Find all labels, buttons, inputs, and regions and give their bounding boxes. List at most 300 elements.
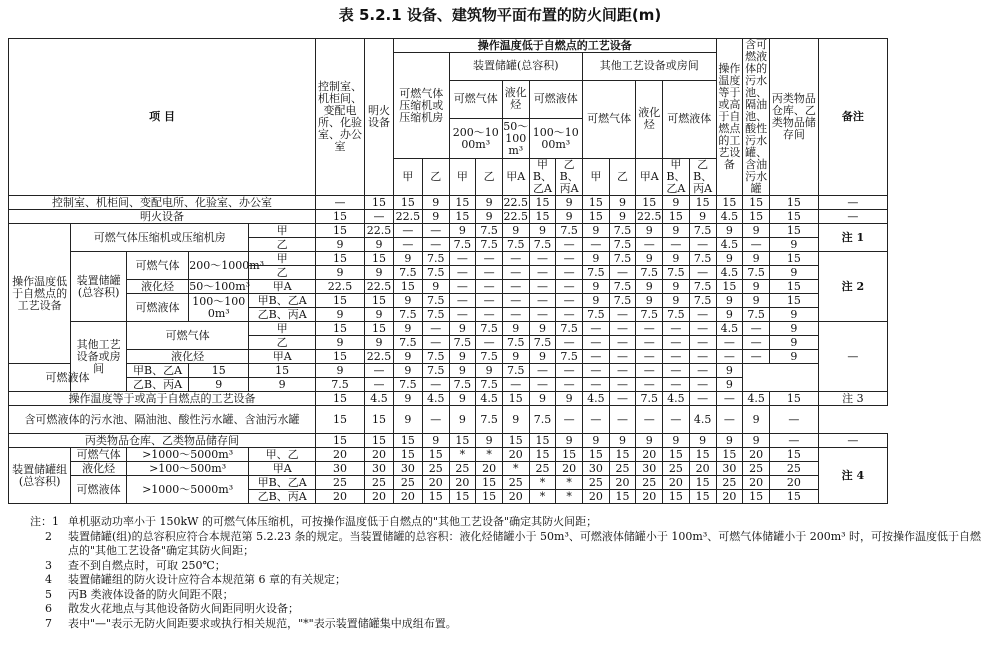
- value-cell: —: [636, 238, 663, 252]
- value-cell: 15: [365, 406, 394, 434]
- value-cell: 15: [743, 196, 770, 210]
- value-cell: 22.5: [503, 195, 529, 209]
- fire-spacing-table: [8, 38, 986, 504]
- value-cell: 15: [556, 448, 583, 462]
- value-cell: 22.5: [365, 224, 394, 238]
- value-cell: 9: [663, 434, 690, 448]
- value-cell: 15: [582, 448, 609, 462]
- value-cell: 7.5: [422, 364, 449, 378]
- value-cell: 9: [636, 252, 663, 266]
- header-other-group: 其他工艺设备或房间: [582, 53, 716, 81]
- row-class: 甲B、乙A: [249, 476, 316, 490]
- value-cell: 15: [365, 252, 394, 266]
- value-cell: 15: [529, 196, 556, 210]
- value-cell: 30: [365, 462, 394, 476]
- value-cell: 15: [529, 448, 556, 462]
- value-cell: 15: [663, 210, 690, 224]
- value-cell: 9: [556, 392, 583, 406]
- value-cell: —: [422, 378, 449, 392]
- value-cell: 9: [449, 392, 476, 406]
- value-cell: 9: [556, 434, 583, 448]
- value-cell: 7.5: [393, 378, 422, 392]
- table-row: [9, 210, 986, 224]
- note-text: 装置储罐组的防火设计应符合本规范第 6 章的有关规定；: [68, 573, 346, 586]
- note-item: [30, 559, 990, 574]
- row-label-control-room: 控制室、机柜间、变配电所、化验室、办公室: [9, 196, 316, 210]
- table-row: [9, 322, 986, 336]
- value-cell: 9: [422, 280, 449, 294]
- value-cell: 9: [743, 224, 770, 238]
- value-cell: 15: [769, 224, 818, 238]
- value-cell: —: [636, 406, 663, 434]
- value-cell: —: [529, 280, 556, 294]
- value-cell: 15: [769, 392, 818, 406]
- value-cell: —: [689, 336, 716, 350]
- note-item: [30, 515, 990, 530]
- value-cell: —: [365, 364, 394, 378]
- value-cell: 15: [582, 210, 609, 224]
- row-class: 甲: [249, 224, 316, 238]
- value-cell: 9: [449, 406, 476, 434]
- value-cell: 7.5: [529, 406, 556, 434]
- value-cell: 9: [716, 252, 743, 266]
- value-cell: 9: [449, 364, 476, 378]
- value-cell: —: [609, 322, 636, 336]
- value-cell: —: [529, 364, 556, 378]
- value-cell: 4.5: [743, 392, 770, 406]
- value-cell: 9: [663, 252, 690, 266]
- value-cell: 9: [316, 308, 365, 322]
- value-cell: 7.5: [476, 350, 503, 364]
- value-cell: 22.5: [503, 209, 529, 223]
- value-cell: 30: [316, 462, 365, 476]
- row-class: 乙B、丙A: [249, 490, 316, 504]
- row-label-tank-lpg: 液化烃: [126, 280, 188, 294]
- value-cell: 7.5: [689, 224, 716, 238]
- value-cell: 9: [743, 406, 770, 434]
- header-subclass: 甲A: [502, 159, 529, 196]
- header-subclass: 甲B、乙A: [529, 159, 556, 196]
- value-cell: 15: [316, 210, 365, 224]
- value-cell: 9: [476, 196, 503, 210]
- value-cell: 25: [663, 462, 690, 476]
- value-cell: 15: [422, 490, 449, 504]
- note-item: [30, 573, 990, 588]
- value-cell: —: [502, 280, 529, 294]
- value-cell: 9: [249, 378, 316, 392]
- value-cell: —: [556, 364, 583, 378]
- value-cell: 9: [743, 252, 770, 266]
- value-cell: —: [609, 350, 636, 364]
- value-cell: 7.5: [449, 238, 476, 252]
- row-label-compressor: 可燃气体压缩机或压缩机房: [71, 224, 249, 252]
- value-cell: 9: [316, 364, 365, 378]
- row-class: 甲: [249, 322, 316, 336]
- value-cell: 7.5: [689, 294, 716, 308]
- note-item: [30, 617, 990, 632]
- remark-note-4: 注 4: [818, 448, 887, 504]
- value-cell: 15: [743, 210, 770, 224]
- value-cell: 9: [449, 350, 476, 364]
- value-cell: 15: [529, 210, 556, 224]
- value-cell: 15: [502, 392, 529, 406]
- value-cell: —: [689, 378, 716, 392]
- value-cell: 9: [502, 350, 529, 364]
- value-cell: —: [609, 392, 636, 406]
- value-cell: —: [769, 406, 818, 434]
- value-cell: 9: [609, 434, 636, 448]
- value-cell: 15: [716, 448, 743, 462]
- row-label-tank-group: 装置储罐组(总容积): [9, 448, 71, 504]
- value-cell: —: [663, 322, 690, 336]
- value-cell: 9: [582, 252, 609, 266]
- value-cell: 15: [365, 434, 394, 448]
- value-cell: —: [743, 336, 770, 350]
- value-cell: 7.5: [502, 238, 529, 252]
- value-cell: 9: [663, 196, 690, 210]
- value-cell: —: [556, 280, 583, 294]
- note-text: 单机驱动功率小于 150kW 的可燃气体压缩机，可按操作温度低于自燃点的"其他工艺设备"确定其防火间距；: [68, 515, 598, 528]
- value-cell: 9: [582, 224, 609, 238]
- row-class: 甲、乙: [249, 448, 316, 462]
- value-cell: —: [556, 294, 583, 308]
- value-cell: 15: [582, 196, 609, 210]
- value-cell: 7.5: [609, 238, 636, 252]
- table-title: 表 5.2.1 设备、建筑物平面布置的防火间距(m): [338, 6, 662, 24]
- header-remarks: 备注: [818, 39, 887, 196]
- table-row: [9, 448, 986, 462]
- value-cell: 9: [582, 294, 609, 308]
- value-cell: 9: [769, 322, 818, 336]
- row-label-other-gas: 可燃气体: [126, 322, 248, 350]
- value-cell: —: [449, 280, 476, 294]
- value-cell: 20: [663, 476, 690, 490]
- value-cell: 9: [716, 294, 743, 308]
- value-cell: 9: [502, 224, 529, 238]
- value-cell: —: [476, 294, 503, 308]
- value-cell: —: [529, 252, 556, 266]
- value-cell: 15: [365, 294, 394, 308]
- header-tank-group: 装置储罐(总容积): [449, 53, 582, 81]
- table-row: [9, 224, 986, 238]
- value-cell: 9: [716, 364, 743, 378]
- value-cell: 7.5: [422, 252, 449, 266]
- value-cell: —: [529, 266, 556, 280]
- row-label-sewage: 含可燃液体的污水池、隔油池、酸性污水罐、含油污水罐: [9, 406, 316, 434]
- header-low-temp-group: 操作温度低于自燃点的工艺设备: [393, 39, 716, 53]
- value-cell: 25: [502, 476, 529, 490]
- note-lead: 注：1: [30, 515, 59, 528]
- value-cell: —: [582, 322, 609, 336]
- value-cell: 15: [449, 434, 476, 448]
- table-row: [9, 252, 986, 266]
- value-cell: —: [636, 322, 663, 336]
- value-cell: 9: [365, 308, 394, 322]
- value-cell: 9: [189, 378, 249, 392]
- value-cell: 4.5: [716, 322, 743, 336]
- value-cell: 9: [502, 322, 529, 336]
- header-subclass: 乙: [609, 159, 636, 196]
- value-cell: —: [663, 336, 690, 350]
- value-cell: 25: [365, 476, 394, 490]
- value-cell: 30: [636, 462, 663, 476]
- header-subclass: 甲: [582, 159, 609, 196]
- value-cell: 4.5: [716, 266, 743, 280]
- value-cell: —: [582, 350, 609, 364]
- value-cell: 4.5: [716, 238, 743, 252]
- note-text: 查不到自燃点时，可取 250℃；: [68, 558, 226, 572]
- value-cell: 7.5: [582, 308, 609, 322]
- value-cell: 7.5: [636, 392, 663, 406]
- value-cell: 9: [556, 210, 583, 224]
- value-cell: 15: [636, 196, 663, 210]
- value-cell: —: [422, 406, 449, 434]
- value-cell: 9: [316, 238, 365, 252]
- row-class: 乙: [249, 238, 316, 252]
- value-cell: 9: [529, 224, 556, 238]
- value-cell: 30: [716, 462, 743, 476]
- row-label-other: 其他工艺设备或房间: [71, 322, 127, 392]
- value-cell: —: [609, 406, 636, 434]
- value-cell: 20: [422, 476, 449, 490]
- value-cell: 15: [769, 490, 818, 504]
- value-cell: —: [689, 238, 716, 252]
- value-cell: 25: [743, 462, 770, 476]
- value-cell: 25: [529, 462, 556, 476]
- value-cell: 7.5: [422, 308, 449, 322]
- value-cell: —: [556, 238, 583, 252]
- value-cell: 7.5: [476, 224, 503, 238]
- value-cell: 9: [393, 322, 422, 336]
- value-cell: 9: [663, 224, 690, 238]
- value-cell: 9: [393, 406, 422, 434]
- header-subclass: 乙: [422, 159, 449, 196]
- value-cell: *: [556, 490, 583, 504]
- value-cell: —: [636, 350, 663, 364]
- row-label-group-liquid-range: >1000～5000m³: [126, 476, 248, 504]
- header-tank-gas-range: 200～1000m³: [449, 119, 502, 159]
- value-cell: 15: [663, 490, 690, 504]
- value-cell: 9: [393, 392, 422, 406]
- value-cell: 9: [529, 322, 556, 336]
- remark-dash: —: [818, 322, 887, 392]
- value-cell: 15: [769, 294, 818, 308]
- note-number: 2: [45, 529, 52, 543]
- value-cell: —: [449, 294, 476, 308]
- row-label-high-temp: 操作温度等于或高于自燃点的工艺设备: [9, 392, 316, 406]
- row-class: 甲B、乙A: [126, 364, 188, 378]
- header-subclass: 甲A: [636, 159, 663, 196]
- notes-section: [30, 515, 990, 631]
- value-cell: 9: [365, 266, 394, 280]
- value-cell: 25: [609, 462, 636, 476]
- value-cell: —: [556, 336, 583, 350]
- value-cell: 22.5: [393, 210, 422, 224]
- value-cell: 15: [716, 280, 743, 294]
- value-cell: 9: [449, 322, 476, 336]
- header-tank-gas: 可燃气体: [449, 80, 502, 119]
- value-cell: 9: [769, 350, 818, 364]
- value-cell: 15: [393, 434, 422, 448]
- value-cell: 7.5: [422, 266, 449, 280]
- value-cell: 15: [316, 224, 365, 238]
- value-cell: 20: [316, 490, 365, 504]
- row-class: 乙B、丙A: [249, 308, 316, 322]
- value-cell: —: [716, 406, 743, 434]
- row-label-other-liquid: 可燃液体: [9, 364, 127, 392]
- value-cell: 15: [189, 364, 249, 378]
- value-cell: 15: [393, 280, 422, 294]
- value-cell: 9: [365, 336, 394, 350]
- row-label-tank-lpg-range: 50～100m³: [189, 279, 251, 293]
- row-class: 乙: [249, 266, 316, 280]
- header-tank-lpg: 液化烃: [502, 80, 529, 119]
- value-cell: 7.5: [316, 378, 365, 392]
- value-cell: 9: [582, 434, 609, 448]
- value-cell: 9: [769, 266, 818, 280]
- value-cell: 25: [636, 476, 663, 490]
- header-tank-lpg-range: 50～100m³: [503, 119, 529, 157]
- value-cell: —: [365, 210, 394, 224]
- value-cell: —: [689, 322, 716, 336]
- value-cell: 7.5: [743, 308, 770, 322]
- header-tank-liquid: 可燃液体: [529, 80, 582, 119]
- value-cell: 9: [636, 280, 663, 294]
- value-cell: 20: [716, 490, 743, 504]
- value-cell: —: [502, 252, 529, 266]
- value-cell: 20: [502, 448, 529, 462]
- value-cell: 15: [316, 350, 365, 364]
- note-text: 散发火花地点与其他设备防火间距同明火设备；: [68, 602, 299, 615]
- value-cell: 9: [743, 280, 770, 294]
- value-cell: 15: [316, 406, 365, 434]
- value-cell: 9: [502, 406, 529, 434]
- value-cell: —: [609, 266, 636, 280]
- value-cell: 15: [476, 490, 503, 504]
- value-cell: 9: [476, 434, 503, 448]
- value-cell: 15: [502, 434, 529, 448]
- note-item: [30, 602, 990, 617]
- value-cell: —: [529, 294, 556, 308]
- value-cell: 20: [476, 462, 503, 476]
- value-cell: —: [636, 378, 663, 392]
- value-cell: 9: [393, 294, 422, 308]
- value-cell: —: [422, 224, 449, 238]
- value-cell: 20: [365, 490, 394, 504]
- value-cell: 15: [743, 490, 770, 504]
- value-cell: 9: [716, 224, 743, 238]
- row-label-group-lpg: 液化烃: [71, 462, 127, 476]
- value-cell: 4.5: [582, 392, 609, 406]
- value-cell: —: [818, 210, 887, 224]
- value-cell: —: [582, 406, 609, 434]
- value-cell: 7.5: [556, 224, 583, 238]
- value-cell: 7.5: [449, 378, 476, 392]
- row-class: 甲A: [249, 350, 316, 364]
- value-cell: 7.5: [529, 238, 556, 252]
- value-cell: 20: [582, 490, 609, 504]
- value-cell: 9: [609, 196, 636, 210]
- value-cell: 7.5: [663, 308, 690, 322]
- value-cell: —: [422, 336, 449, 350]
- note-item: [30, 530, 990, 559]
- remark-note-1: 注 1: [818, 224, 887, 252]
- row-label-tank-gas-range: 200～1000m³: [189, 252, 249, 280]
- value-cell: 9: [393, 252, 422, 266]
- header-control-room: 控制室、机柜间、变配电所、化验室、办公室: [316, 39, 365, 196]
- value-cell: *: [449, 448, 476, 462]
- value-cell: 7.5: [502, 364, 529, 378]
- value-cell: —: [502, 378, 529, 392]
- value-cell: 注 3: [818, 392, 887, 406]
- value-cell: —: [556, 308, 583, 322]
- row-label-open-fire: 明火设备: [9, 210, 316, 224]
- row-label-group-gas-range: >1000～5000m³: [126, 448, 248, 462]
- value-cell: 30: [582, 462, 609, 476]
- value-cell: 22.5: [316, 280, 365, 294]
- value-cell: 15: [769, 448, 818, 462]
- value-cell: 9: [422, 196, 449, 210]
- value-cell: 7.5: [422, 350, 449, 364]
- value-cell: —: [502, 294, 529, 308]
- value-cell: —: [663, 406, 690, 434]
- row-class: 甲A: [249, 280, 316, 294]
- value-cell: 20: [636, 448, 663, 462]
- value-cell: 9: [689, 210, 716, 224]
- value-cell: —: [365, 378, 394, 392]
- value-cell: —: [743, 350, 770, 364]
- value-cell: 7.5: [556, 350, 583, 364]
- table-row: [9, 196, 986, 210]
- value-cell: 9: [716, 308, 743, 322]
- row-class: 甲: [249, 252, 316, 266]
- value-cell: 9: [556, 196, 583, 210]
- value-cell: 15: [449, 490, 476, 504]
- value-cell: 7.5: [393, 266, 422, 280]
- header-high-temp: 操作温度等于或高于自燃点的工艺设备: [716, 39, 743, 196]
- note-number: 7: [45, 616, 52, 630]
- value-cell: 9: [769, 336, 818, 350]
- value-cell: 7.5: [743, 266, 770, 280]
- header-sewage: 含可燃液体的污水池、隔油池、酸性污水罐、含油污水罐: [743, 39, 770, 196]
- value-cell: 4.5: [716, 210, 743, 224]
- value-cell: —: [449, 266, 476, 280]
- header-other-lpg: 液化烃: [636, 80, 663, 159]
- value-cell: 20: [365, 448, 394, 462]
- row-class: 乙: [249, 336, 316, 350]
- value-cell: 7.5: [609, 252, 636, 266]
- value-cell: 9: [529, 392, 556, 406]
- value-cell: *: [502, 462, 529, 476]
- row-class: 甲A: [249, 462, 316, 476]
- value-cell: 15: [476, 476, 503, 490]
- row-label-other-lpg: 液化烃: [126, 350, 248, 364]
- value-cell: —: [636, 336, 663, 350]
- row-class: 乙B、丙A: [126, 378, 188, 392]
- header-subclass: 甲: [393, 159, 422, 196]
- value-cell: 9: [582, 280, 609, 294]
- row-label-tank-liquid-range: 100～1000m³: [189, 294, 249, 322]
- value-cell: —: [316, 196, 365, 210]
- value-cell: 9: [743, 294, 770, 308]
- value-cell: *: [476, 448, 503, 462]
- value-cell: 20: [609, 476, 636, 490]
- value-cell: —: [818, 196, 887, 210]
- value-cell: 9: [449, 224, 476, 238]
- value-cell: 7.5: [609, 280, 636, 294]
- header-compressor: 可燃气体压缩机或压缩机房: [393, 53, 449, 159]
- value-cell: 25: [769, 462, 818, 476]
